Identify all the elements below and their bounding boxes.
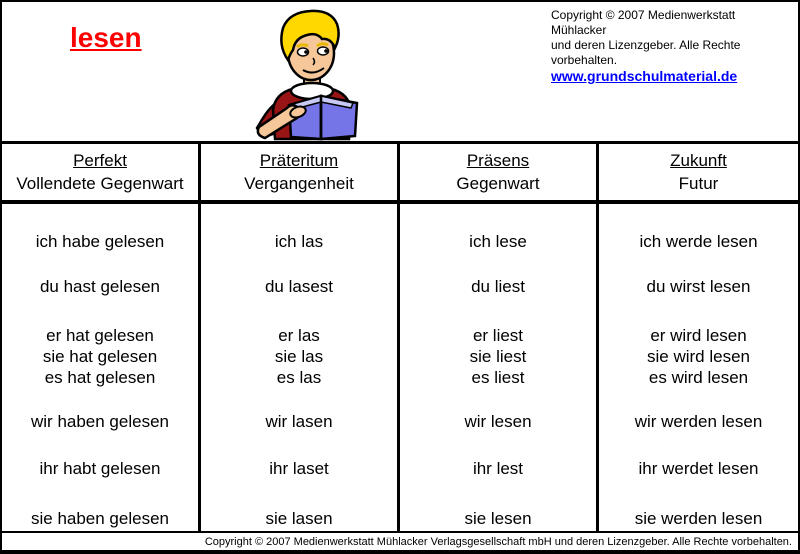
- conjugation-er: er liest: [472, 326, 524, 345]
- tense-label: Präsens: [466, 151, 530, 170]
- tense-subtitle: Vollendete Gegenwart: [16, 174, 184, 193]
- conjugation-sie-plural: sie werden lesen: [634, 509, 763, 528]
- conjugation-du: du wirst lesen: [646, 277, 751, 296]
- boy-reading-illustration: [245, 6, 377, 141]
- column-header-zukunft: [599, 144, 798, 204]
- boy-pupil-left: [304, 50, 308, 54]
- conjugation-ich: ich habe gelesen: [35, 232, 165, 251]
- boy-pupil-right: [324, 49, 328, 53]
- conjugation-es: es wird lesen: [648, 368, 749, 387]
- column-body-praesens: [400, 204, 596, 531]
- conjugation-sie-plural: sie haben gelesen: [30, 509, 169, 528]
- conjugation-es: es hat gelesen: [44, 368, 156, 387]
- conjugation-er-sie-es: [2, 325, 198, 388]
- conjugation-er: er las: [278, 326, 320, 345]
- conjugation-wir: wir werden lesen: [634, 412, 763, 431]
- header: [2, 2, 798, 141]
- column-praeteritum: [201, 144, 400, 531]
- conjugation-er-sie-es: [201, 325, 397, 388]
- tense-label: Präteritum: [259, 151, 339, 170]
- tense-label: Zukunft: [670, 151, 727, 170]
- column-praesens: [400, 144, 599, 531]
- conjugation-er: er hat gelesen: [46, 326, 154, 345]
- conjugation-du: du liest: [471, 277, 525, 296]
- column-zukunft: [599, 144, 798, 531]
- tense-subtitle: Gegenwart: [456, 174, 540, 193]
- conjugation-du: du hast gelesen: [39, 277, 161, 296]
- footer-copyright: Copyright © 2007 Medienwerkstatt Mühlacker Verlagsgesellschaft mbH und deren Lizenzgeber. Alle Rechte vorbehalten.: [204, 536, 792, 548]
- column-header-praeteritum: [201, 144, 397, 204]
- column-header-praesens: [400, 144, 596, 204]
- column-perfekt: [2, 144, 201, 531]
- column-header-perfekt: [2, 144, 198, 204]
- page-title: lesen: [70, 22, 142, 53]
- tense-subtitle: Vergangenheit: [244, 174, 354, 193]
- conjugation-er-sie-es: [400, 325, 596, 388]
- conjugation-ich: ich werde lesen: [639, 232, 758, 251]
- conjugation-er: er wird lesen: [650, 326, 747, 345]
- tense-label: Perfekt: [73, 151, 127, 170]
- tense-subtitle: Futur: [678, 174, 719, 193]
- conjugation-es: es liest: [471, 368, 525, 387]
- conjugation-ihr: ihr werdet lesen: [638, 459, 759, 478]
- conjugation-sie: sie liest: [469, 347, 527, 366]
- conjugation-sie-plural: sie lesen: [464, 509, 532, 528]
- footer: [2, 531, 798, 550]
- copyright-line-1: Copyright © 2007 Medienwerkstatt Mühlacker: [551, 8, 736, 37]
- conjugation-ich: ich lese: [469, 232, 527, 251]
- conjugation-sie-plural: sie lasen: [265, 509, 333, 528]
- conjugation-sie: sie las: [274, 347, 324, 366]
- conjugation-table: [2, 141, 798, 531]
- website-link[interactable]: www.grundschulmaterial.de: [551, 68, 738, 84]
- conjugation-wir: wir haben gelesen: [31, 412, 169, 431]
- conjugation-ihr: ihr habt gelesen: [39, 459, 161, 478]
- header-copyright: [551, 8, 793, 85]
- conjugation-er-sie-es: [599, 325, 798, 388]
- conjugation-wir: wir lesen: [464, 412, 532, 431]
- conjugation-du: du lasest: [264, 277, 334, 296]
- conjugation-ich: ich las: [274, 232, 324, 251]
- conjugation-sie: sie wird lesen: [647, 347, 750, 366]
- conjugation-es: es las: [276, 368, 322, 387]
- column-body-perfekt: [2, 204, 198, 531]
- column-body-praeteritum: [201, 204, 397, 531]
- conjugation-wir: wir lasen: [265, 412, 333, 431]
- copyright-line-2: und deren Lizenzgeber. Alle Rechte vorbehalten.: [551, 38, 741, 67]
- conjugation-sie: sie hat gelesen: [42, 347, 158, 366]
- conjugation-ihr: ihr laset: [269, 459, 329, 478]
- conjugation-ihr: ihr lest: [472, 459, 524, 478]
- column-body-zukunft: [599, 204, 798, 531]
